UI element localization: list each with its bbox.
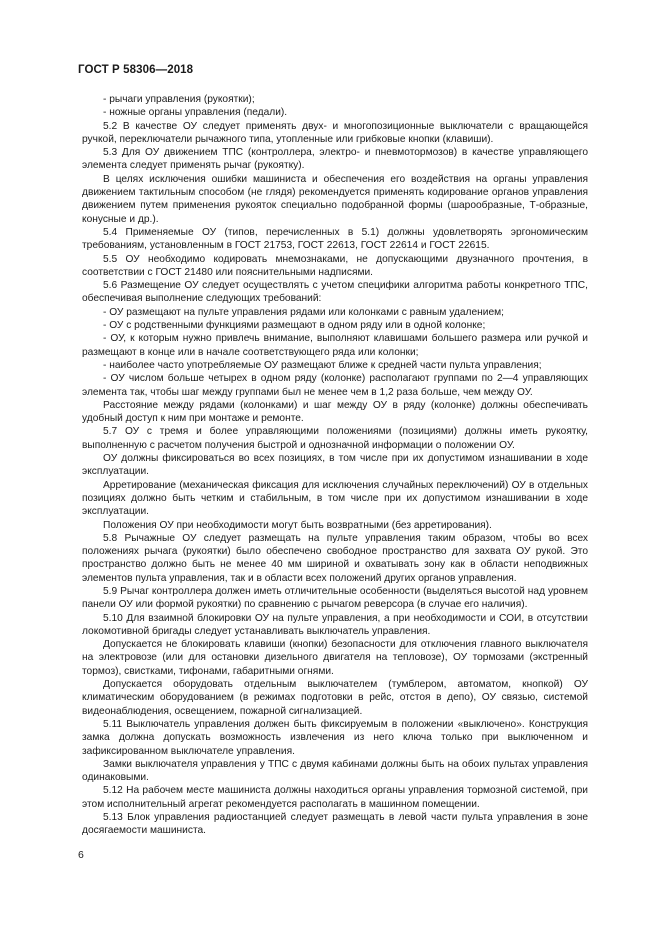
paragraph: Арретирование (механическая фиксация для исключения случайных переключений) ОУ в отдельных позициях должно быть четким и стабильным, в том числе при их допустимом изнашивании в ходе эксплуатации.	[82, 479, 588, 518]
paragraph: 5.13 Блок управления радиостанцией следует размещать в левой части пульта управления в зоне досягаемости машиниста.	[82, 812, 588, 837]
paragraph: 5.2 В качестве ОУ следует применять двух- и многопозиционные выключатели с вращающейся ручкой, переключатели рычажного типа, утопленные или грибковые кнопки (клавиши).	[82, 120, 588, 145]
paragraph: - рычаги управления (рукоятки);	[103, 94, 255, 105]
paragraph: 5.6 Размещение ОУ следует осуществлять с учетом специфики алгоритма работы конкретного ТПС, обеспечивая выполнение следующих требований:	[82, 280, 588, 305]
paragraph: 5.12 На рабочем месте машиниста должны находиться органы управления тормозной системой, при этом исполнительный агрегат рекомендуется располагать в машинном помещении.	[82, 785, 588, 810]
paragraph: 5.4 Применяемые ОУ (типов, перечисленных в 5.1) должны удовлетворять эргономическим требованиям, установленным в ГОСТ 21753, ГОСТ 22613, ГОСТ 22614 и ГОСТ 22615.	[82, 226, 588, 252]
paragraph: 5.3 Для ОУ движением ТПС (контроллера, электро- и пневмотормозов) в качестве управляющего элемента следует применять рычаг (рукоятку).	[82, 147, 588, 172]
document-body	[82, 93, 588, 838]
paragraph: - наиболее часто употребляемые ОУ размещают ближе к средней части пульта управления;	[103, 359, 542, 371]
paragraph: 5.9 Рычаг контроллера должен иметь отличительные особенности (выделяться высотой над уровнем панели ОУ или формой рукоятки) по сравнению с рычагом реверсора (в случае его наличия).	[82, 585, 588, 611]
paragraph: В целях исключения ошибки машиниста и обеспечения его воздействия на органы управления движением тактильным способом (не глядя) рекомендуется применять кодирование органов управления движением путем применения рукояток специально подобранной формы (шарообразные, Т-образные, конусные и др.).	[82, 173, 588, 225]
paragraph: 5.7 ОУ с тремя и более управляющими положениями (позициями) должны иметь рукоятку, выполненную с расчетом получения быстрой и однозначной информации о положении ОУ.	[82, 426, 588, 451]
paragraph: Замки выключателя управления у ТПС с двумя кабинами должны быть на обоих пультах управления одинаковыми.	[82, 758, 588, 784]
paragraph: Допускается оборудовать отдельным выключателем (тумблером, автоматом, кнопкой) ОУ климатическим оборудованием (в режимах подготовки в рейс, отстоя в депо), ОУ связью, системой видеонаблюдения, освещением, пожарной сигнализацией.	[82, 679, 588, 717]
paragraph: 5.10 Для взаимной блокировки ОУ на пульте управления, а при необходимости и СОИ, в отсутствии локомотивной бригады следует устанавливать выключатель управления.	[82, 612, 588, 637]
page-number: 6	[78, 849, 84, 861]
paragraph: Положения ОУ при необходимости могут быть возвратными (без арретирования).	[103, 519, 492, 531]
document-header: ГОСТ Р 58306—2018	[78, 64, 194, 76]
paragraph: Допускается не блокировать клавиши (кнопки) безопасности для отключения главного выключателя на электровозе (или для остановки дизельного двигателя на тепловозе), ОУ тормозами (экстренный тормоз), свистками, тифонами, габаритными огнями.	[82, 639, 588, 677]
paragraph: 5.11 Выключатель управления должен быть фиксируемым в положении «выключено». Конструкция замка должна допускать возможность извлечения из него ключа только при выключенном и зафиксированном выключателе управления.	[82, 718, 588, 757]
paragraph: Расстояние между рядами (колонками) и шаг между ОУ в ряду (колонке) должны обеспечивать удобный доступ к ним при монтаже и ремонте.	[82, 399, 588, 425]
paragraph: 5.8 Рычажные ОУ следует размещать на пульте управления таким образом, чтобы во всех положениях рычага (рукоятки) было обеспечено свободное пространство для захвата ОУ рукой. Это пространство должно быть не менее 40 мм шириной и охватывать зону как в области неподвижных элементов пульта управления, так и в области всех положений других органов управления.	[82, 532, 588, 584]
paragraph: - ОУ размещают на пульте управления рядами или колонками с равным удалением;	[103, 306, 504, 318]
paragraph: - ОУ числом больше четырех в одном ряду (колонке) располагают группами по 2—4 управляющих элемента так, чтобы шаг между группами был не менее чем в 1,2 раза больше, чем между ОУ.	[82, 373, 588, 398]
paragraph: - ОУ с родственными функциями размещают в одном ряду или в одной колонке;	[103, 320, 486, 332]
paragraph: - ножные органы управления (педали).	[103, 107, 288, 119]
paragraph: - ОУ, к которым нужно привлечь внимание, выполняют клавишами большего размера или ручкой и размещают в конце или в начале соответствующего ряда или колонки;	[82, 333, 588, 358]
paragraph: 5.5 ОУ необходимо кодировать мнемознаками, не допускающими двузначного прочтения, в соответствии с ГОСТ 21480 или пояснительными надписями.	[82, 253, 588, 278]
paragraph: ОУ должны фиксироваться во всех позициях, в том числе при их допустимом изнашивании в ходе эксплуатации.	[82, 453, 588, 478]
